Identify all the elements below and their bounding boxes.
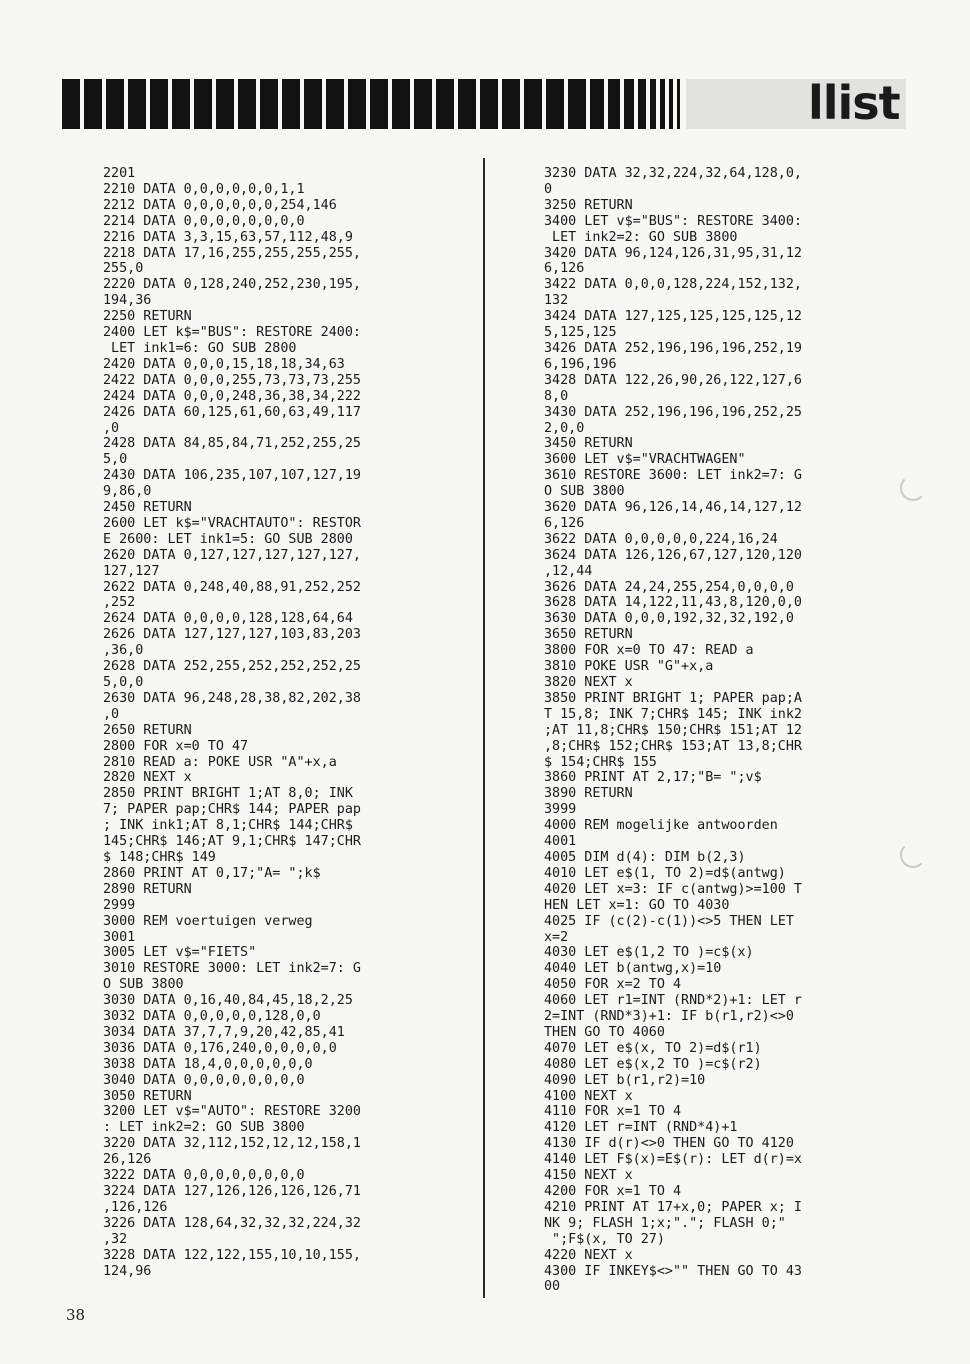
code-line: 2450 RETURN [103,500,192,516]
header-bar [436,79,454,129]
code-line: 2999 [103,897,136,913]
code-line: NK 9; FLASH 1;x;"."; FLASH 0;" [544,1215,786,1231]
code-line: 2626 DATA 127,127,127,103,83,203 [103,627,361,643]
code-line: 3222 DATA 0,0,0,0,0,0,0,0 [103,1168,305,1184]
code-line: 2622 DATA 0,248,40,88,91,252,252 [103,579,361,595]
code-line: 3890 RETURN [544,786,633,802]
code-line: 3860 PRINT AT 2,17;"B= ";v$ [544,770,762,786]
code-line: 2216 DATA 3,3,15,63,57,112,48,9 [103,229,353,245]
header-bar [84,79,102,129]
header-bar [677,79,680,129]
code-line: 4000 REM mogelijke antwoorden [544,818,778,834]
code-line: 3630 DATA 0,0,0,192,32,32,192,0 [544,611,794,627]
code-line: 3250 RETURN [544,197,633,213]
code-line: 255,0 [103,261,144,277]
code-line: 145;CHR$ 146;AT 9,1;CHR$ 147;CHR [103,834,361,850]
code-line: 3622 DATA 0,0,0,0,0,224,16,24 [544,531,778,547]
code-line: 3428 DATA 122,26,90,26,122,127,6 [544,372,802,388]
code-line: 3620 DATA 96,126,14,46,14,127,12 [544,500,802,516]
code-line: 2650 RETURN [103,722,192,738]
header-bar [260,79,278,129]
header-bar [480,79,498,129]
code-line: 194,36 [103,293,152,309]
code-line: $ 148;CHR$ 149 [103,849,216,865]
header-bar [150,79,168,129]
code-line: T 15,8; INK 7;CHR$ 145; INK ink2 [544,706,802,722]
code-line: 4130 IF d(r)<>0 THEN GO TO 4120 [544,1136,794,1152]
code-line: 2624 DATA 0,0,0,0,128,128,64,64 [103,611,353,627]
code-line: 2250 RETURN [103,309,192,325]
code-line: 2810 READ a: POKE USR "A"+x,a [103,754,337,770]
brand-logo: llist [808,76,900,130]
code-line: ,36,0 [103,643,144,659]
code-line: 4300 IF INKEY$<>"" THEN GO TO 43 [544,1263,802,1279]
code-line: 3030 DATA 0,16,40,84,45,18,2,25 [103,993,353,1009]
code-line: 4010 LET e$(1, TO 2)=d$(antwg) [544,865,786,881]
code-line: 2=INT (RND*3)+1: IF b(r1,r2)<>0 [544,1009,794,1025]
header-bar [392,79,410,129]
code-line: 2600 LET k$="VRACHTAUTO": RESTOR [103,515,361,531]
header-bar [348,79,366,129]
code-line: 2220 DATA 0,128,240,252,230,195, [103,277,361,293]
code-line: 2860 PRINT AT 0,17;"A= ";k$ [103,865,321,881]
header-bar [370,79,388,129]
code-line: x=2 [544,929,569,945]
code-line: 2,0,0 [544,420,585,436]
code-line: 132 [544,293,569,309]
code-line: 2620 DATA 0,127,127,127,127,127, [103,547,361,563]
code-line: 3426 DATA 252,196,196,196,252,19 [544,340,802,356]
code-line: ,12,44 [544,563,593,579]
header-bar [238,79,256,129]
code-line: 3650 RETURN [544,627,633,643]
code-line: 4001 [544,834,577,850]
code-line: ,0 [103,706,120,722]
code-line: 3032 DATA 0,0,0,0,0,128,0,0 [103,1009,321,1025]
code-line: 4070 LET e$(x, TO 2)=d$(r1) [544,1040,762,1056]
code-line: 3034 DATA 37,7,7,9,20,42,85,41 [103,1024,345,1040]
column-divider [483,158,485,1298]
code-line: LET ink2=2: GO SUB 3800 [544,229,738,245]
code-line: ,252 [103,595,136,611]
code-line: 3224 DATA 127,126,126,126,126,71 [103,1184,361,1199]
code-line: 2890 RETURN [103,881,192,897]
code-line: 2218 DATA 17,16,255,255,255,255, [103,245,361,261]
code-line: O SUB 3800 [103,977,184,993]
code-line: 3400 LET v$="BUS": RESTORE 3400: [544,213,802,229]
code-line: 3226 DATA 128,64,32,32,32,224,32 [103,1215,361,1231]
code-line: 2424 DATA 0,0,0,248,36,38,34,222 [103,388,361,404]
code-line: 4080 LET e$(x,2 TO )=c$(r2) [544,1056,762,1072]
code-line: $ 154;CHR$ 155 [544,754,657,770]
code-line: 7; PAPER pap;CHR$ 144; PAPER pap [103,802,361,818]
code-line: 3999 [544,802,577,818]
code-line: ,0 [103,420,120,436]
code-line: 6,126 [544,515,585,531]
code-line: 124,96 [103,1263,152,1279]
code-line: 3624 DATA 126,126,67,127,120,120 [544,547,802,563]
code-line: 2201 [103,166,136,181]
code-line: 2850 PRINT BRIGHT 1;AT 8,0; INK [103,786,353,802]
code-line: 2820 NEXT x [103,770,192,786]
code-line: 5,0 [103,452,128,468]
code-line: ,126,126 [103,1199,168,1215]
code-line: 3000 REM voertuigen verweg [103,913,313,929]
code-line: 2214 DATA 0,0,0,0,0,0,0,0 [103,213,305,229]
page-number: 38 [66,1306,86,1324]
code-line: ,32 [103,1231,128,1247]
code-line: 0 [544,181,553,197]
header-bar [650,79,656,129]
code-line: ; INK ink1;AT 8,1;CHR$ 144;CHR$ [103,818,353,834]
code-line: 2210 DATA 0,0,0,0,0,0,1,1 [103,181,305,197]
header-bar [414,79,432,129]
code-line: 3600 LET v$="VRACHTWAGEN" [544,452,746,468]
code-line: 5,125,125 [544,325,617,341]
code-line: HEN LET x=1: GO TO 4030 [544,897,730,913]
code-line: ;AT 11,8;CHR$ 150;CHR$ 151;AT 12 [544,722,802,738]
code-line: 3610 RESTORE 3600: LET ink2=7: G [544,468,802,484]
code-line: 3424 DATA 127,125,125,125,125,12 [544,309,802,325]
code-line: 3005 LET v$="FIETS" [103,945,257,961]
code-line: 4040 LET b(antwg,x)=10 [544,961,722,977]
code-line: 3001 [103,929,136,945]
header-bar [669,79,673,129]
code-line: 3040 DATA 0,0,0,0,0,0,0,0 [103,1072,305,1088]
punch-hole-mark [900,842,926,868]
code-line: 3450 RETURN [544,436,633,452]
code-line: 3036 DATA 0,176,240,0,0,0,0,0 [103,1040,337,1056]
header-bar-strip [62,79,682,129]
header-bar [128,79,146,129]
header-bar [216,79,234,129]
code-line: 3810 POKE USR "G"+x,a [544,659,714,675]
code-line: 4060 LET r1=INT (RND*2)+1: LET r [544,993,802,1009]
header-bar [282,79,300,129]
header-bar [62,79,80,129]
header-bar [660,79,665,129]
header-bar [638,79,646,129]
code-line: 4150 NEXT x [544,1168,633,1184]
code-line: 3850 PRINT BRIGHT 1; PAPER pap;A [544,690,802,706]
code-line: 2428 DATA 84,85,84,71,252,255,25 [103,436,361,452]
code-line: 3628 DATA 14,122,11,43,8,120,0,0 [544,595,802,611]
code-line: 4025 IF (c(2)-c(1))<>5 THEN LET [544,913,794,929]
header-bar [590,79,604,129]
code-line: 4030 LET e$(1,2 TO )=c$(x) [544,945,754,961]
header-bar [524,79,542,129]
code-line: 3010 RESTORE 3000: LET ink2=7: G [103,961,361,977]
code-line: 3626 DATA 24,24,255,254,0,0,0,0 [544,579,794,595]
code-line: 4110 FOR x=1 TO 4 [544,1104,682,1120]
code-line: 2422 DATA 0,0,0,255,73,73,73,255 [103,372,361,388]
code-line: 2800 FOR x=0 TO 47 [103,738,249,754]
code-line: 3420 DATA 96,124,126,31,95,31,12 [544,245,802,261]
code-line: ,8;CHR$ 152;CHR$ 153;AT 13,8;CHR [544,738,802,754]
code-line: ";F$(x, TO 27) [544,1231,665,1247]
code-line: E 2600: LET ink1=5: GO SUB 2800 [103,531,353,547]
code-line: 3050 RETURN [103,1088,192,1104]
listing-left-column [103,166,481,1279]
code-line: 5,0,0 [103,675,144,690]
code-line: O SUB 3800 [544,484,625,500]
code-line: 2420 DATA 0,0,0,15,18,18,34,63 [103,356,345,372]
code-line: 4210 PRINT AT 17+x,0; PAPER x; I [544,1199,802,1215]
code-line: 2212 DATA 0,0,0,0,0,0,254,146 [103,197,337,213]
code-line: 26,126 [103,1152,152,1168]
code-line: 3220 DATA 32,112,152,12,12,158,1 [103,1136,361,1152]
code-line: 3228 DATA 122,122,155,10,10,155, [103,1247,361,1263]
code-line: THEN GO TO 4060 [544,1024,665,1040]
header-bar [546,79,564,129]
code-line: 2630 DATA 96,248,28,38,82,202,38 [103,690,361,706]
code-line: 4140 LET F$(x)=E$(r): LET d(r)=x [544,1152,802,1168]
code-line: 3430 DATA 252,196,196,196,252,25 [544,404,802,420]
header-bar [172,79,190,129]
code-line: 4050 FOR x=2 TO 4 [544,977,682,993]
listing-right-column [544,166,924,1295]
header-bar [624,79,634,129]
header-bar [106,79,124,129]
code-line: 6,126 [544,261,585,277]
code-line: 3038 DATA 18,4,0,0,0,0,0,0 [103,1056,313,1072]
header-bar [458,79,476,129]
code-line: 3422 DATA 0,0,0,128,224,152,132, [544,277,802,293]
code-line: 3230 DATA 32,32,224,32,64,128,0, [544,166,802,181]
code-line: 9,86,0 [103,484,152,500]
code-line: 4220 NEXT x [544,1247,633,1263]
code-line: 127,127 [103,563,160,579]
code-line: 4005 DIM d(4): DIM b(2,3) [544,849,746,865]
header-bar [194,79,212,129]
code-line: 00 [544,1279,561,1295]
header-bar [568,79,586,129]
code-line: 2400 LET k$="BUS": RESTORE 2400: [103,325,361,341]
code-line: 6,196,196 [544,356,617,372]
code-line: 4120 LET r=INT (RND*4)+1 [544,1120,738,1136]
code-line: 3800 FOR x=0 TO 47: READ a [544,643,754,659]
header-bar [502,79,520,129]
code-line: 2426 DATA 60,125,61,60,63,49,117 [103,404,361,420]
code-line: 2628 DATA 252,255,252,252,252,25 [103,659,361,675]
header-bar [608,79,620,129]
header-bar [304,79,322,129]
code-line: LET ink1=6: GO SUB 2800 [103,340,297,356]
code-line: 3200 LET v$="AUTO": RESTORE 3200 [103,1104,361,1120]
code-line: 2430 DATA 106,235,107,107,127,19 [103,468,361,484]
header-bar [326,79,344,129]
code-line: 4090 LET b(r1,r2)=10 [544,1072,706,1088]
code-line: 4200 FOR x=1 TO 4 [544,1184,682,1199]
punch-hole-mark [900,475,926,501]
code-line: 3820 NEXT x [544,675,633,690]
code-line: 8,0 [544,388,569,404]
code-line: : LET ink2=2: GO SUB 3800 [103,1120,305,1136]
code-line: 4020 LET x=3: IF c(antwg)>=100 T [544,881,802,897]
code-line: 4100 NEXT x [544,1088,633,1104]
